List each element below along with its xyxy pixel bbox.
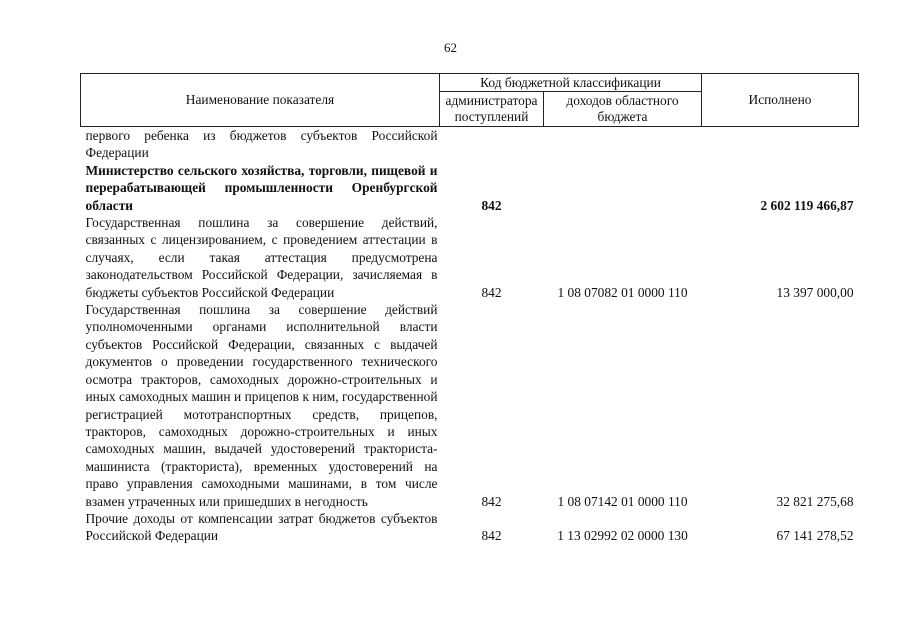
row-executed bbox=[702, 127, 859, 162]
row-code bbox=[544, 162, 702, 214]
header-name: Наименование показателя bbox=[81, 74, 440, 127]
row-executed: 67 141 278,52 bbox=[776, 528, 854, 544]
row-admin bbox=[440, 127, 544, 162]
header-code-group: Код бюджетной классификации bbox=[440, 74, 702, 92]
row-code: 1 08 07082 01 0000 110 bbox=[557, 284, 688, 300]
row-name: первого ребенка из бюджетов субъектов Российской Федерации bbox=[85, 128, 438, 161]
row-executed: 13 397 000,00 bbox=[776, 284, 854, 300]
row-name: Государственная пошлина за совершение действий, связанных с лицензированием, с проведением аттестации в случаях, если такая аттестация предусмотрена законодательством Российской Федерации, зачисляемая в бюджеты субъектов Российской Федерации bbox=[85, 215, 438, 300]
row-code: 1 13 02992 02 0000 130 bbox=[557, 528, 688, 544]
header-executed: Исполнено bbox=[702, 74, 859, 127]
budget-table bbox=[80, 73, 859, 545]
table-row bbox=[81, 127, 859, 162]
row-admin: 842 bbox=[481, 284, 502, 300]
row-code: 1 08 07142 01 0000 110 bbox=[557, 493, 688, 509]
table-row bbox=[81, 510, 859, 545]
header-income: доходов областного бюджета bbox=[544, 92, 702, 127]
page-number: 62 bbox=[444, 40, 457, 55]
row-executed: 2 602 119 466,87 bbox=[760, 197, 854, 213]
row-admin: 842 bbox=[481, 493, 502, 509]
row-name: Прочие доходы от компенсации затрат бюджетов субъектов Российской Федерации bbox=[85, 510, 438, 544]
row-code bbox=[544, 127, 702, 162]
row-admin: 842 bbox=[481, 197, 502, 213]
row-admin: 842 bbox=[481, 528, 502, 544]
row-name: Государственная пошлина за совершение действий уполномоченными органами исполнительной власти субъектов Российской Федерации, связанных с выдачей документов о проведении государственного технического осмотра тракторов, самоходных дорожно-строительных и иных самоходных машин и прицепов к ним, государственной регистрацией мототранспортных средств, прицепов, тракторов, самоходных дорожно-строительных и иных самоходных машин, выдачей удостоверений тракториста-машиниста (тракториста), временных удостоверений на право управления самоходными машинами, в том числе взамен утраченных или пришедших в негодность bbox=[85, 302, 438, 509]
row-executed: 32 821 275,68 bbox=[776, 493, 854, 509]
header-admin: администратора поступлений bbox=[440, 92, 544, 127]
table-row bbox=[81, 214, 859, 301]
table-row bbox=[81, 301, 859, 510]
row-name: Министерство сельского хозяйства, торговли, пищевой и перерабатывающей промышленности Оренбургской области bbox=[85, 162, 438, 213]
table-row bbox=[81, 162, 859, 214]
